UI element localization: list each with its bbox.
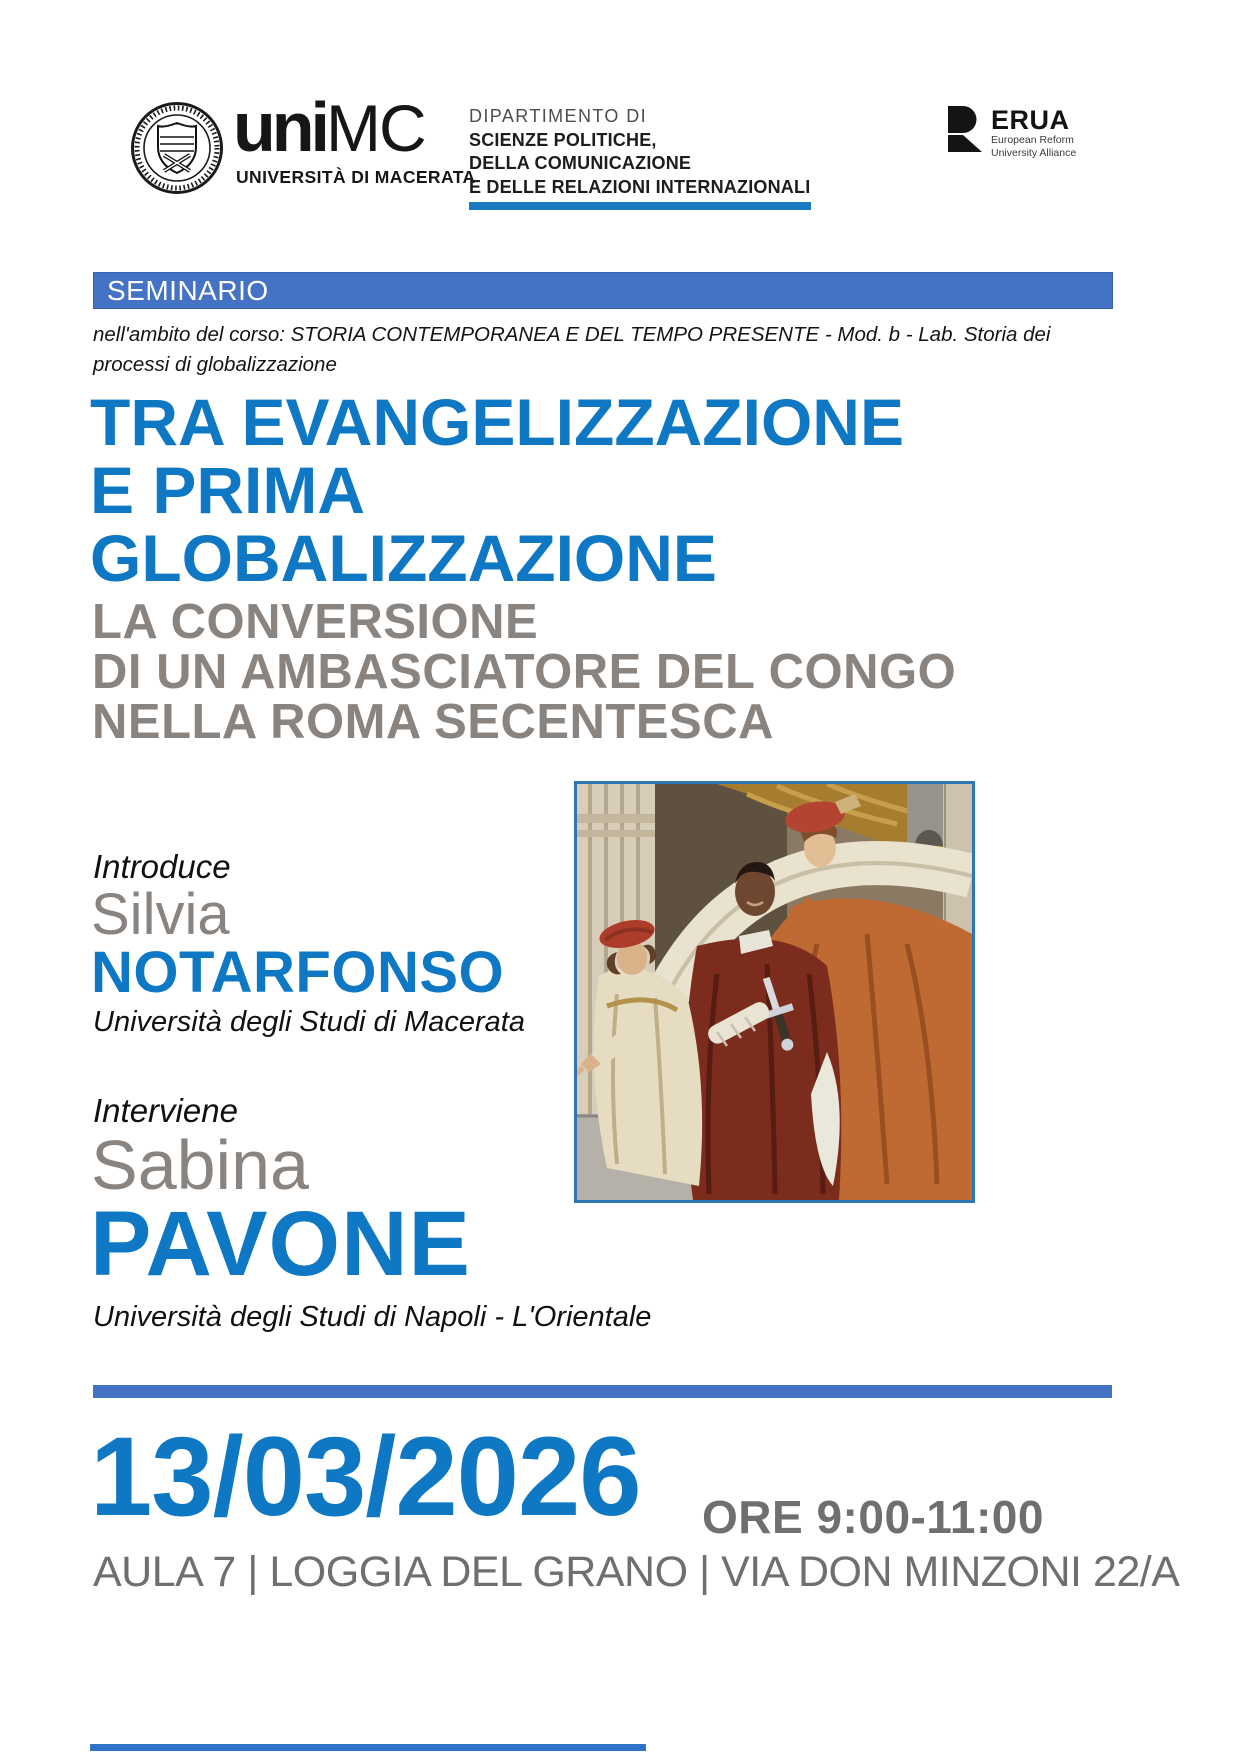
unimc-wordmark-mc: MC (325, 91, 425, 165)
speaker-2-last-name: PAVONE (90, 1193, 471, 1295)
course-note-line-2: processi di globalizzazione (93, 353, 337, 376)
speaker-1-affiliation: Università degli Studi di Macerata (93, 1006, 525, 1038)
seminar-title (90, 385, 904, 595)
erua-text-block (991, 106, 1076, 159)
subtitle-line-3: NELLA ROMA SECENTESCA (92, 695, 775, 749)
fresco-painting-image (574, 781, 975, 1203)
seminar-type-label: SEMINARIO (107, 275, 269, 306)
title-line-2: E PRIMA (90, 453, 366, 527)
unimc-logo (233, 88, 425, 166)
speaker-2-affiliation: Università degli Studi di Napoli - L'Orientale (93, 1301, 652, 1333)
event-venue: AULA 7 | LOGGIA DEL GRANO | VIA DON MINZONI 22/A (93, 1548, 1180, 1596)
footer-divider (93, 1385, 1112, 1398)
department-line-1: DIPARTIMENTO DI (469, 106, 648, 126)
unimc-university-name: UNIVERSITÀ DI MACERATA (236, 167, 476, 187)
title-line-1: TRA EVANGELIZZAZIONE (90, 385, 904, 459)
speaker-2-first-name: Sabina (91, 1126, 309, 1204)
bottom-accent-bar (90, 1744, 646, 1751)
erua-tagline-2: University Alliance (991, 146, 1077, 159)
event-time: ORE 9:00-11:00 (702, 1491, 1044, 1543)
speaker-2-role: Interviene (93, 1092, 238, 1129)
event-date: 13/03/2026 (90, 1414, 641, 1539)
speaker-1-last-name: NOTARFONSO (91, 940, 505, 1005)
unimc-seal-icon (130, 101, 224, 195)
seminar-subtitle (92, 597, 956, 747)
erua-tagline-1: European Reform (991, 134, 1074, 146)
subtitle-line-1: LA CONVERSIONE (92, 595, 539, 649)
course-note (93, 320, 1050, 380)
erua-logo-icon (948, 106, 982, 152)
title-line-3: GLOBALIZZAZIONE (90, 521, 717, 595)
speaker-1-first-name: Silvia (91, 882, 230, 947)
department-line-2: SCIENZE POLITICHE, (469, 129, 657, 150)
department-name-block (469, 105, 810, 199)
erua-logo (948, 106, 1076, 159)
department-line-4: E DELLE RELAZIONI INTERNAZIONALI (469, 176, 811, 197)
department-line-3: DELLA COMUNICAZIONE (469, 153, 692, 173)
unimc-wordmark-uni: uni (233, 88, 326, 166)
seminar-type-banner (93, 272, 1113, 309)
speaker-1-role: Introduce (93, 848, 231, 885)
department-underline (469, 202, 811, 210)
course-note-line-1: nell'ambito del corso: STORIA CONTEMPORANEA E DEL TEMPO PRESENTE - Mod. b - Lab. Storia dei (93, 323, 1051, 346)
erua-name: ERUA (991, 105, 1070, 135)
subtitle-line-2: DI UN AMBASCIATORE DEL CONGO (92, 645, 957, 699)
